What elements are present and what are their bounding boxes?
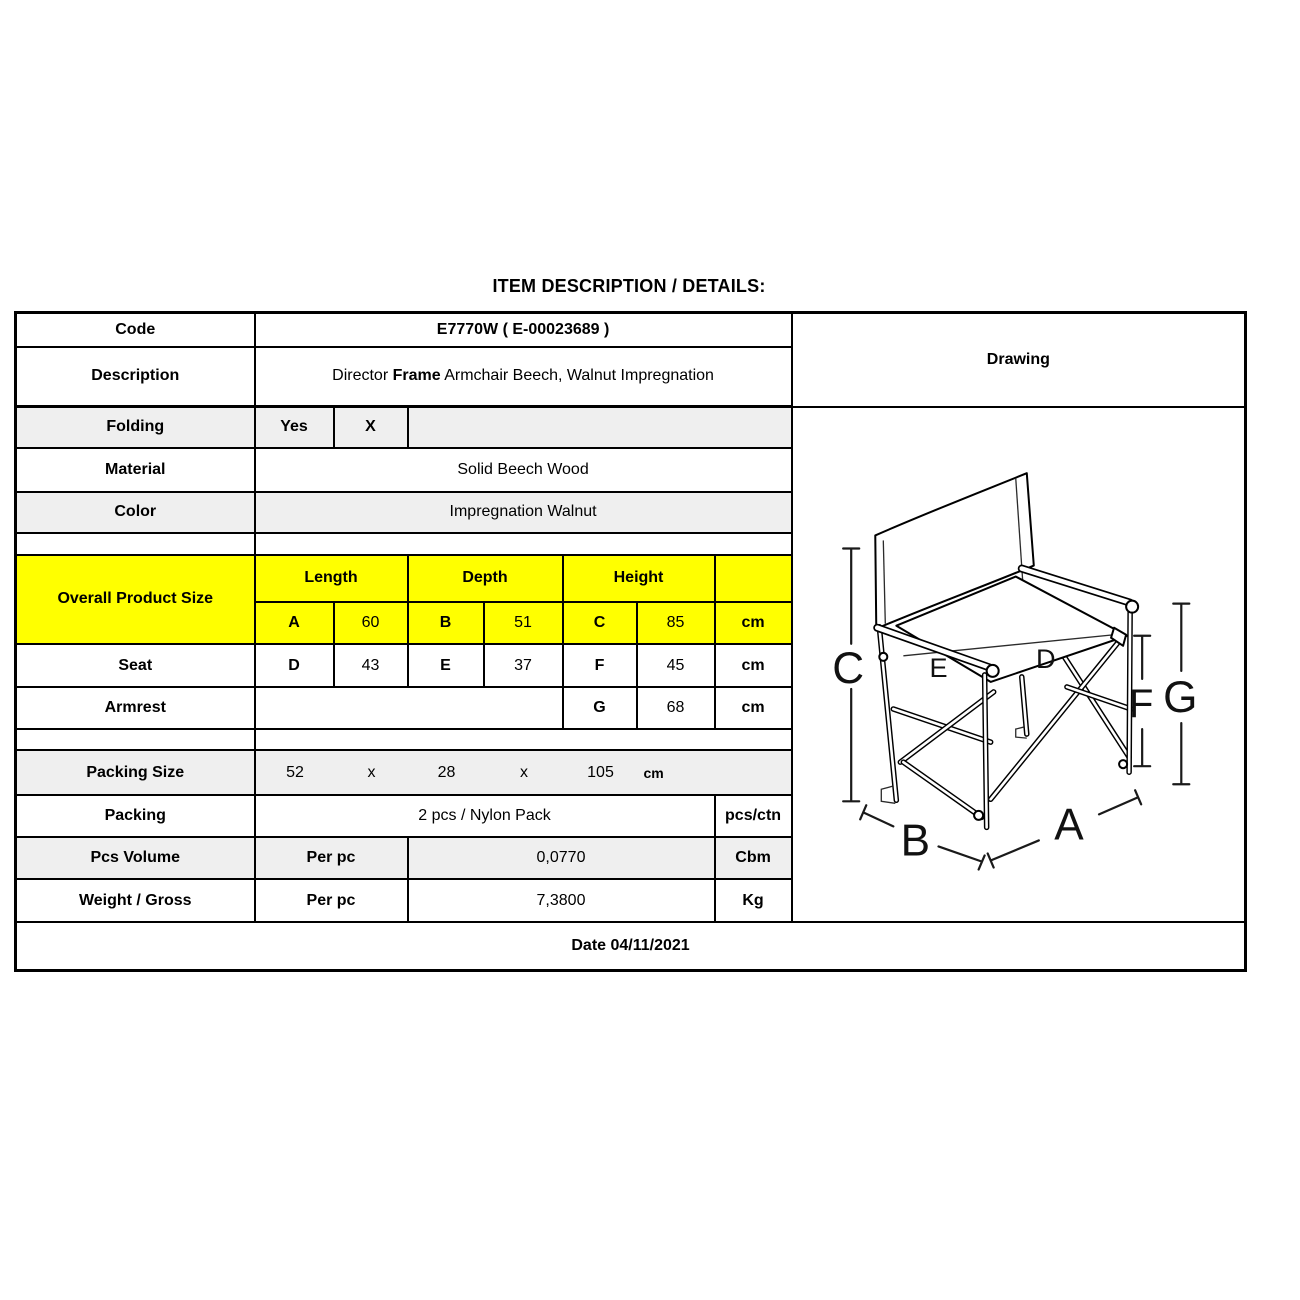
folding-label: Folding (16, 407, 255, 448)
packing-size-values (255, 750, 792, 795)
overall-header-height: Height (563, 555, 715, 603)
spacer-cell (255, 729, 792, 750)
folding-mark: X (334, 407, 408, 448)
code-value: E7770W ( E-00023689 ) (255, 313, 792, 347)
overall-key-b: B (408, 602, 484, 644)
left-hinge-knob (879, 652, 887, 660)
packing-unit: pcs/ctn (715, 795, 792, 837)
overall-value-c: 85 (637, 602, 715, 644)
weight-value: 7,3800 (408, 879, 715, 922)
material-value: Solid Beech Wood (255, 448, 792, 492)
overall-value-b: 51 (484, 602, 563, 644)
armrest-unit: cm (715, 687, 792, 729)
left-lower-bar (903, 762, 981, 817)
spacer-cell (255, 533, 792, 555)
front-left-foot (974, 810, 983, 819)
description-pre: Director (332, 367, 393, 385)
weight-label: Weight / Gross (16, 879, 255, 922)
dim-label-c: C (831, 643, 864, 693)
date-value: Date 04/11/2021 (16, 922, 1246, 970)
pcs-volume-unit: Cbm (715, 837, 792, 879)
overall-header-depth: Depth (408, 555, 563, 603)
seat-label: Seat (16, 644, 255, 687)
folding-empty (408, 407, 792, 448)
spec-table (14, 311, 1247, 972)
seat-key-d: D (255, 644, 334, 687)
drawing-header: Drawing (792, 313, 1246, 407)
packing-size-grid (256, 764, 791, 782)
overall-key-c: C (563, 602, 637, 644)
left-scissor-bar (900, 691, 993, 761)
armrest-empty (255, 687, 563, 729)
front-right-foot (1119, 760, 1127, 768)
packing-size-x1: x (367, 763, 376, 781)
dim-label-g: G (1162, 672, 1198, 722)
description-value (255, 347, 792, 407)
seat-unit: cm (715, 644, 792, 687)
description-bold: Frame (392, 367, 441, 385)
packing-size-x2: x (520, 763, 528, 781)
material-label: Material (16, 448, 255, 492)
weight-per: Per pc (255, 879, 408, 922)
pcs-volume-per: Per pc (255, 837, 408, 879)
seat-value-f: 45 (637, 644, 715, 687)
right-hinge-bracket (1111, 627, 1126, 645)
armrest-key-g: G (563, 687, 637, 729)
left-armrest-cap (986, 664, 998, 676)
drawing-cell (792, 407, 1246, 923)
packing-size-label: Packing Size (16, 750, 255, 795)
chair-line-drawing (793, 408, 1245, 922)
seat-value-e: 37 (484, 644, 563, 687)
spacer-cell (16, 533, 255, 555)
dim-label-b: B (900, 815, 930, 865)
dim-label-d: D (1035, 642, 1056, 674)
armrest-value-g: 68 (637, 687, 715, 729)
spec-sheet (14, 276, 1244, 972)
spacer-cell (16, 729, 255, 750)
dim-label-f: F (1128, 680, 1154, 726)
page-title: ITEM DESCRIPTION / DETAILS: (492, 276, 766, 296)
color-label: Color (16, 492, 255, 533)
color-value: Impregnation Walnut (255, 492, 792, 533)
armrest-label: Armrest (16, 687, 255, 729)
packing-size-v3: 105 (587, 763, 614, 781)
row-folding (16, 407, 1246, 448)
overall-header-length: Length (255, 555, 408, 603)
weight-unit: Kg (715, 879, 792, 922)
packing-size-v1: 52 (286, 763, 304, 781)
overall-header-empty (715, 555, 792, 603)
packing-value: 2 pcs / Nylon Pack (255, 795, 715, 837)
overall-size-label: Overall Product Size (16, 555, 255, 645)
left-stretcher (893, 708, 990, 741)
overall-key-a: A (255, 602, 334, 644)
folding-value: Yes (255, 407, 334, 448)
description-label: Description (16, 347, 255, 407)
pcs-volume-label: Pcs Volume (16, 837, 255, 879)
row-code (16, 313, 1246, 347)
packing-size-unit: cm (643, 764, 664, 781)
seat-key-e: E (408, 644, 484, 687)
dim-label-a: A (1053, 799, 1084, 849)
right-armrest-cap (1126, 600, 1138, 612)
description-post: Armchair Beech, Walnut Impregnation (440, 367, 714, 385)
overall-value-a: 60 (334, 602, 408, 644)
row-date (16, 922, 1246, 970)
overall-unit: cm (715, 602, 792, 644)
dim-label-e: E (929, 651, 948, 683)
code-label: Code (16, 313, 255, 347)
pcs-volume-value: 0,0770 (408, 837, 715, 879)
packing-size-v2: 28 (437, 763, 456, 781)
packing-label: Packing (16, 795, 255, 837)
seat-value-d: 43 (334, 644, 408, 687)
seat-key-f: F (563, 644, 637, 687)
